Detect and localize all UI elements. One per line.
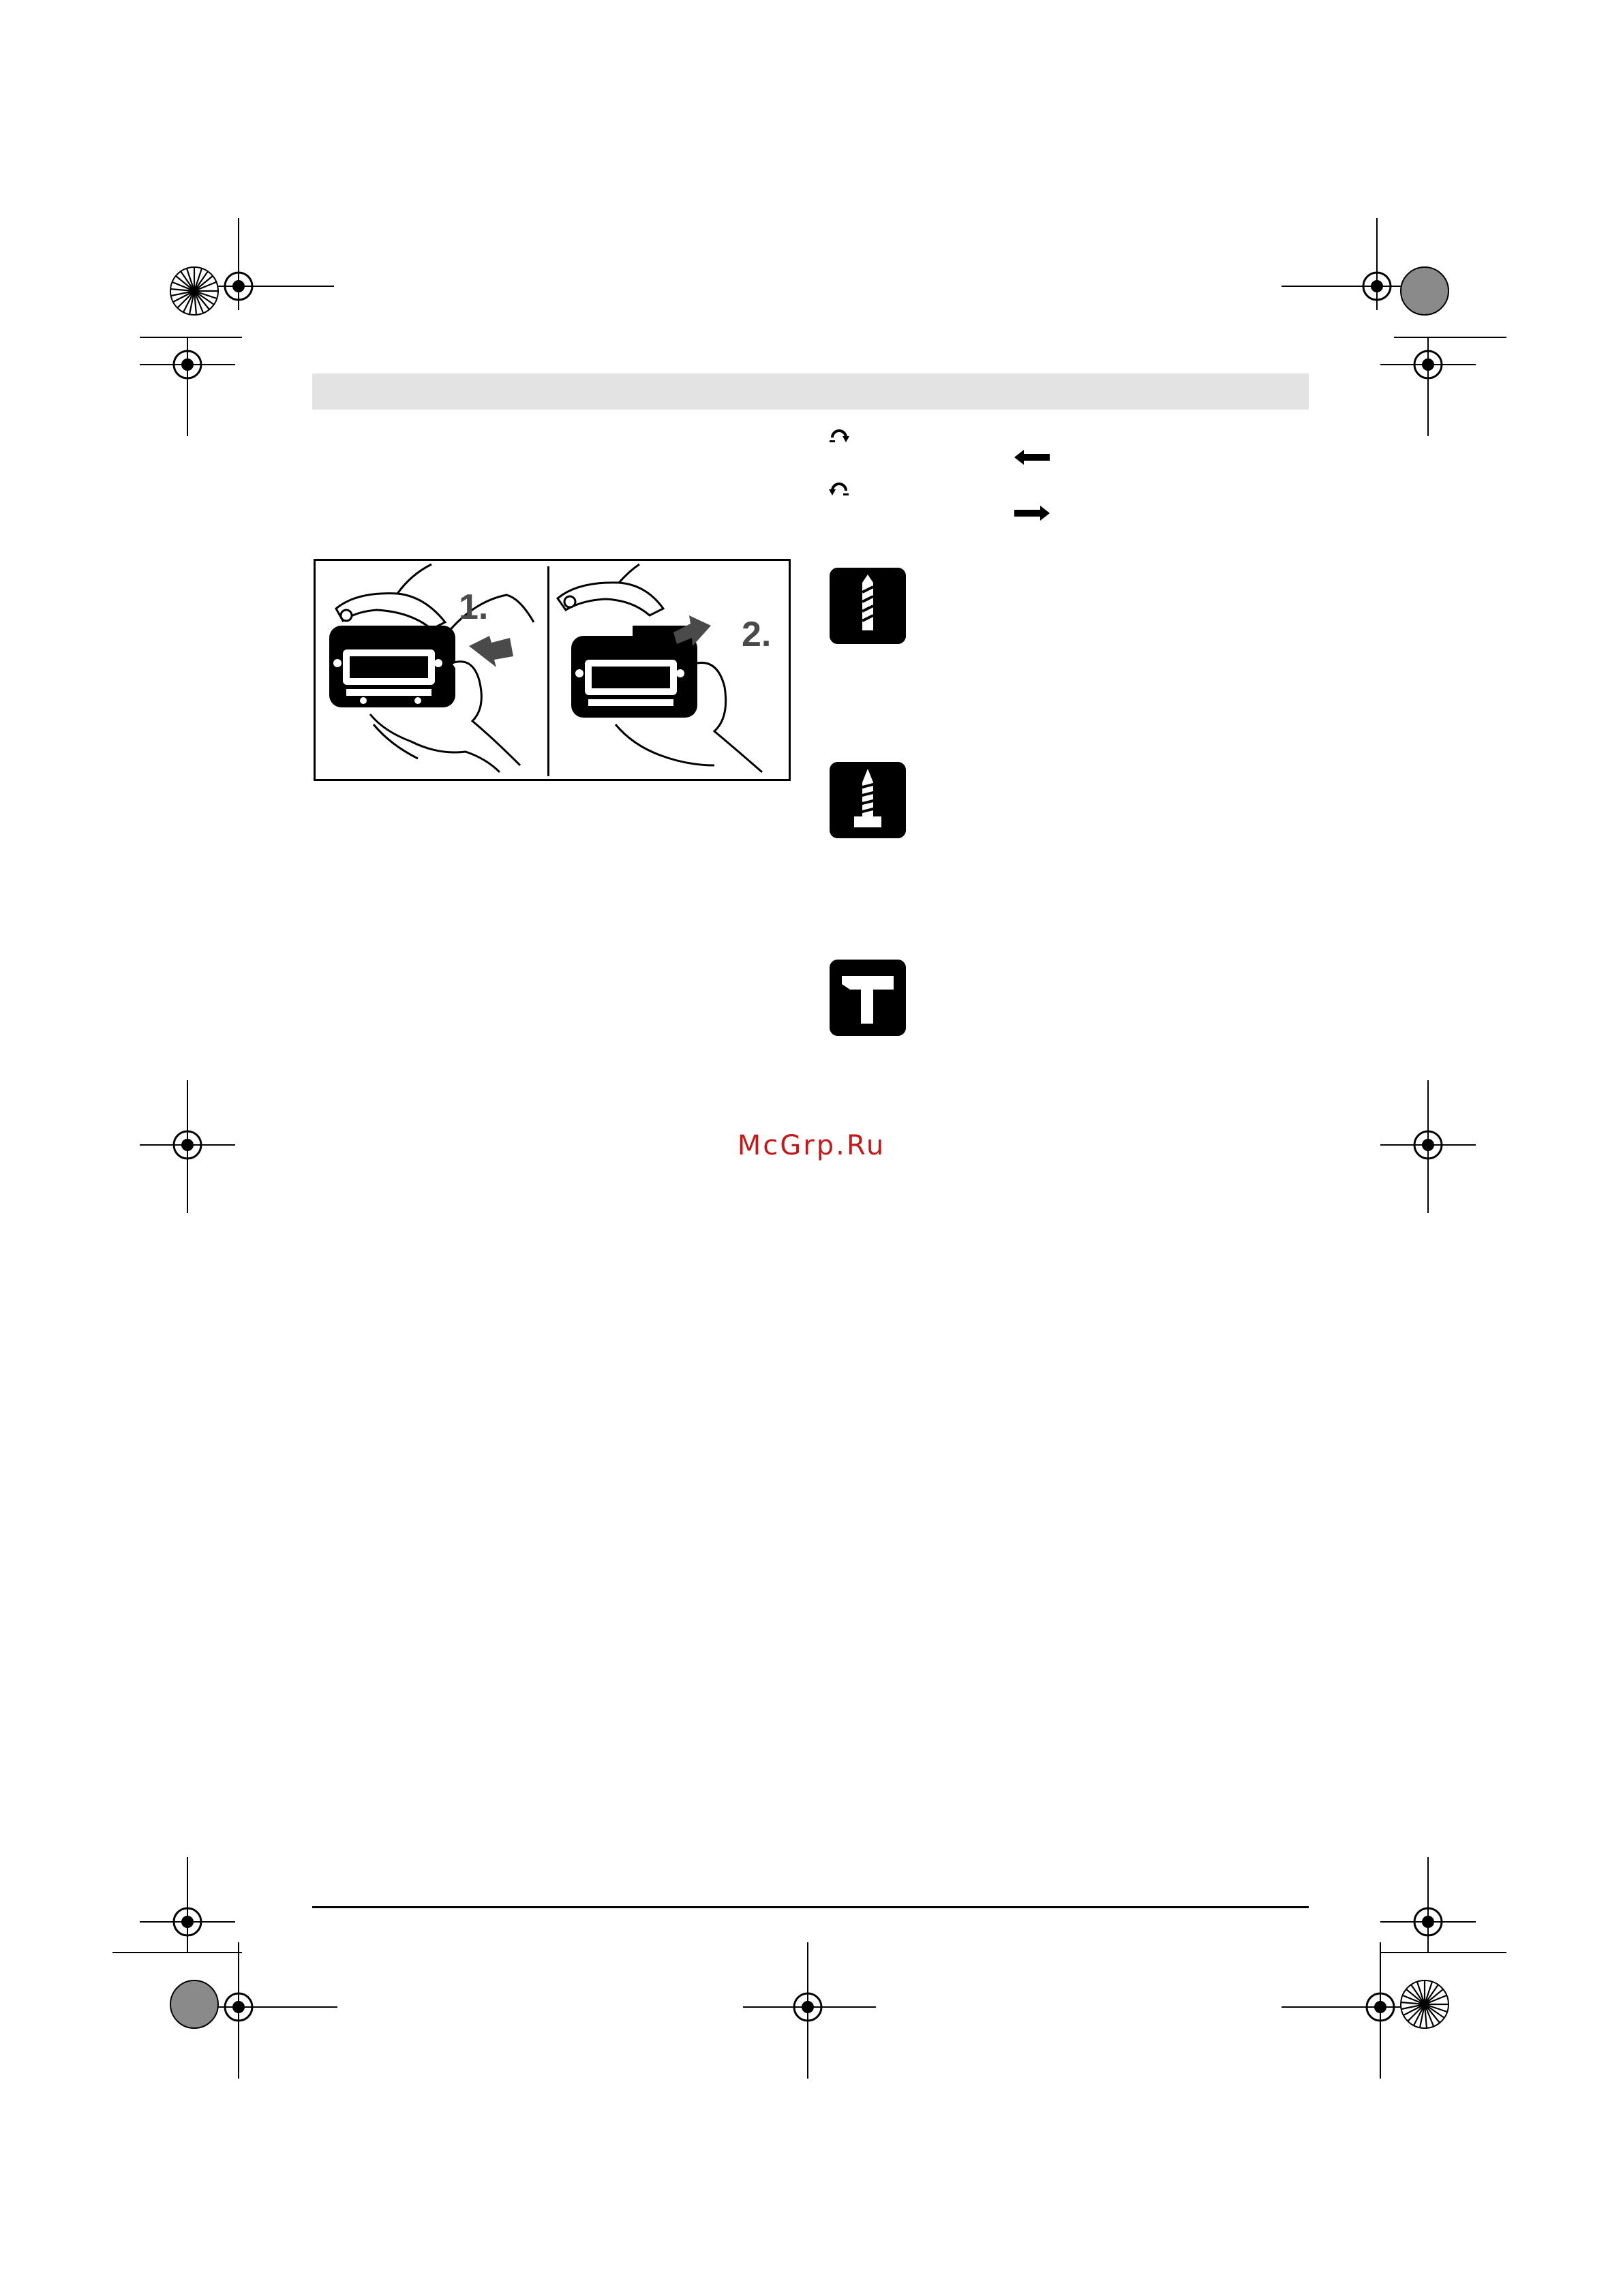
gray-target-icon	[169, 1979, 219, 2030]
starburst-target-icon	[169, 266, 219, 316]
battery-panel-1	[316, 561, 547, 779]
header-bar	[312, 373, 1309, 410]
registration-mark-icon	[743, 1942, 879, 2079]
arrow-right-icon	[1014, 506, 1050, 521]
battery-removal-figure	[314, 559, 791, 781]
registration-mark-icon	[1380, 327, 1510, 436]
screw-icon	[830, 762, 906, 838]
figure-divider	[547, 566, 549, 776]
gray-target-icon	[1399, 266, 1450, 316]
drill-bit-icon	[830, 568, 906, 644]
registration-mark-icon	[204, 1942, 341, 2079]
step-1-label: 1.	[459, 587, 489, 627]
starburst-target-icon	[1399, 1979, 1450, 2030]
hammer-icon	[830, 960, 906, 1036]
registration-mark-icon	[140, 327, 242, 436]
rotation-left-icon	[828, 477, 850, 499]
battery-panel-2	[551, 561, 789, 779]
registration-mark-icon	[1281, 1942, 1418, 2079]
arrow-left-icon	[1014, 450, 1050, 465]
rotation-right-icon	[828, 424, 850, 446]
step-2-label: 2.	[742, 615, 772, 654]
footer-rule	[312, 1906, 1309, 1908]
watermark: McGrp.Ru	[737, 1130, 886, 1161]
